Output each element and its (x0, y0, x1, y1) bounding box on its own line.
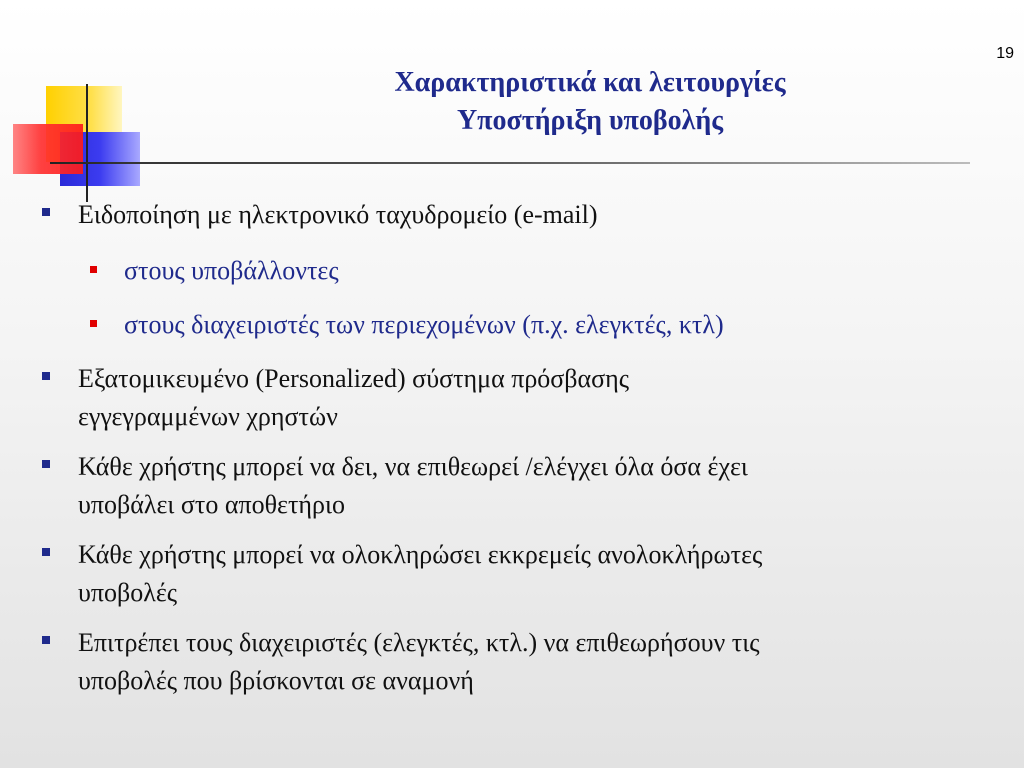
bullet-square-icon (40, 448, 78, 468)
bullet-text-line: Εξατομικευμένο (Personalized) σύστημα πρόσβασης (78, 364, 630, 393)
bullet-text (78, 360, 629, 436)
bullet-item (40, 624, 1000, 700)
title-divider-line (50, 162, 970, 164)
sub-bullet-text: στους διαχειριστές των περιεχομένων (π.χ. ελεγκτές, κτλ) (124, 310, 724, 339)
bullet-item (40, 196, 1000, 342)
sub-bullet-square-icon (88, 254, 124, 273)
bullet-square-icon (40, 360, 78, 380)
logo-vertical-line (86, 84, 88, 202)
bullet-text-line: Κάθε χρήστης μπορεί να δει, να επιθεωρεί /ελέγχει όλα όσα έχει (78, 452, 748, 481)
bullet-text (78, 536, 762, 612)
sub-bullet-item (88, 254, 1000, 288)
bullet-item (40, 360, 1000, 436)
logo-red-square (13, 124, 83, 174)
bullet-text (78, 448, 748, 524)
sub-bullet-list (40, 254, 1000, 342)
slide-number: 19 (996, 45, 1014, 62)
bullet-square-icon (40, 196, 78, 216)
bullet-list (40, 196, 1000, 712)
sub-bullet-item (88, 308, 1000, 342)
bullet-text-line: υποβολές (78, 578, 178, 607)
sub-bullet-square-icon (88, 308, 124, 327)
sub-bullet-text: στους υποβάλλοντες (124, 256, 339, 285)
bullet-square-icon (40, 536, 78, 556)
bullet-text-line: Επιτρέπει τους διαχειριστές (ελεγκτές, κτλ.) να επιθεωρήσουν τις (78, 628, 760, 657)
bullet-text-line: υποβολές που βρίσκονται σε αναμονή (78, 666, 474, 695)
title-line-1: Χαρακτηριστικά και λειτουργίες (394, 67, 786, 98)
slide-title (240, 64, 940, 140)
slide-logo-decoration (0, 0, 160, 210)
bullet-text: Ειδοποίηση με ηλεκτρονικό ταχυδρομείο (e-mail) (78, 200, 598, 229)
bullet-item (40, 448, 1000, 524)
bullet-item (40, 536, 1000, 612)
title-line-2: Υποστήριξη υποβολής (456, 105, 724, 136)
bullet-text-line: εγγεγραμμένων χρηστών (78, 402, 338, 431)
bullet-text (78, 624, 760, 700)
bullet-text-line: Κάθε χρήστης μπορεί να ολοκληρώσει εκκρεμείς ανολοκλήρωτες (78, 540, 763, 569)
bullet-text-line: υποβάλει στο αποθετήριο (78, 490, 345, 519)
bullet-square-icon (40, 624, 78, 644)
